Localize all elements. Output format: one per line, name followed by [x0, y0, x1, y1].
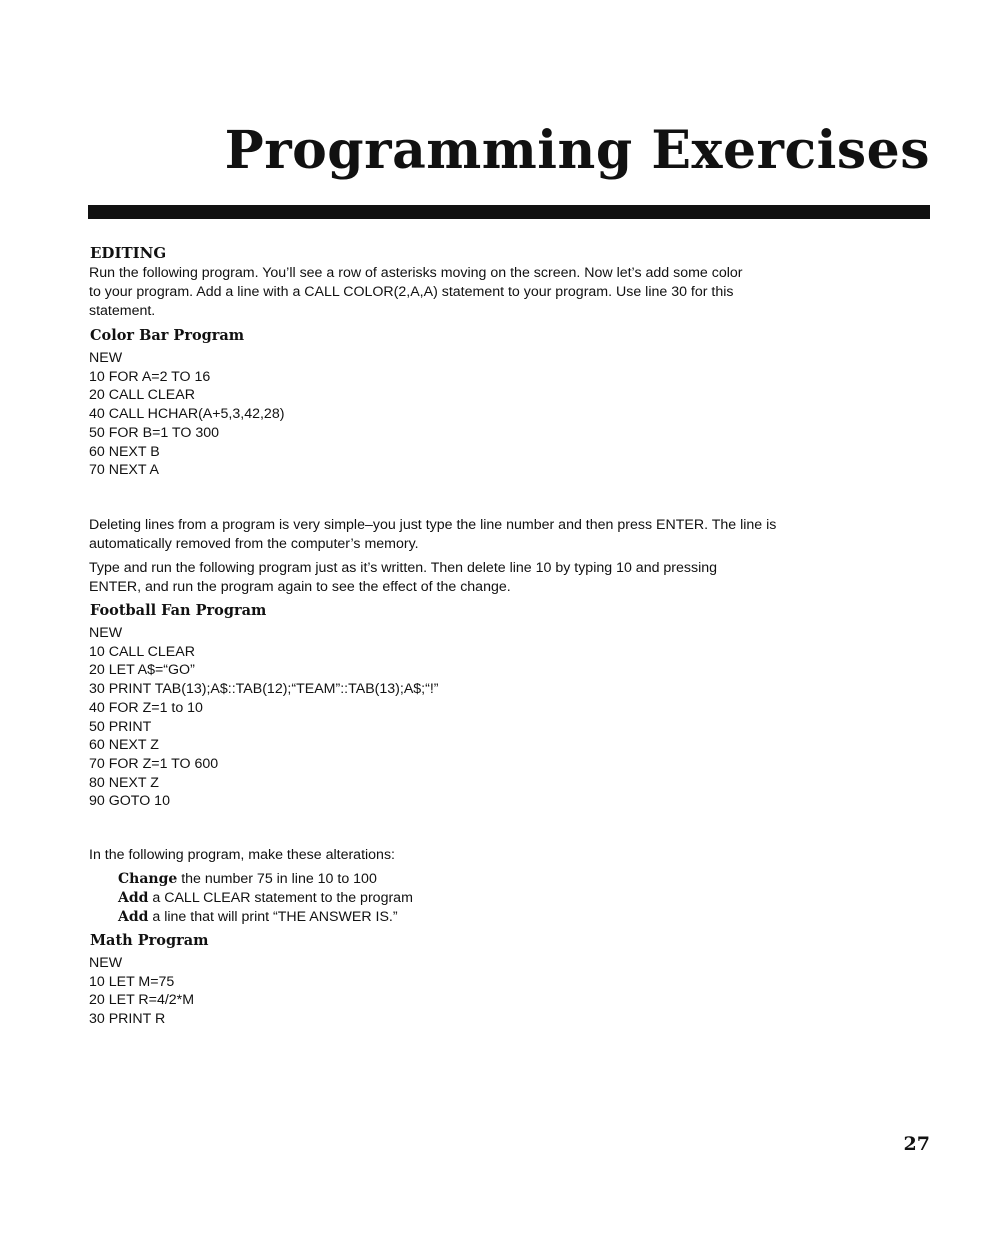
math-code — [89, 954, 194, 1029]
code-line: 80 NEXT Z — [89, 774, 159, 791]
code-line: 50 PRINT — [89, 718, 152, 735]
code-line: 20 CALL CLEAR — [89, 387, 195, 404]
section-heading: EDITING — [90, 244, 167, 262]
code-line: 10 CALL CLEAR — [89, 643, 195, 660]
code-line: NEW — [89, 625, 123, 641]
alteration-verb: Change — [118, 871, 178, 887]
alteration-verb: Add — [118, 909, 149, 925]
code-line: 60 NEXT B — [89, 443, 160, 460]
type-and-run-paragraph: Type and run the following program just as it’s written. Then delete line 10 by typing 10 and pressing ENTER, and run the program again to see the effect of the change. — [89, 560, 718, 595]
code-line: 70 NEXT A — [89, 462, 159, 479]
alteration-item — [118, 889, 413, 908]
code-line: 20 LET R=4/2*M — [89, 992, 195, 1009]
page-title: Programming Exercises — [224, 120, 930, 181]
alteration-text: a CALL CLEAR statement to the program — [148, 890, 413, 906]
color-bar-title: Color Bar Program — [90, 327, 245, 344]
football-title: Football Fan Program — [90, 602, 267, 619]
code-line: 20 LET A$=“GO” — [89, 662, 195, 679]
title-rule — [88, 205, 930, 219]
code-line: 10 LET M=75 — [89, 973, 175, 990]
alteration-item — [118, 870, 413, 889]
football-code — [89, 624, 439, 811]
alteration-text: the number 75 in line 10 to 100 — [177, 871, 377, 887]
alterations-intro: In the following program, make these alterations: — [89, 847, 395, 863]
code-line: 40 CALL HCHAR(A+5,3,42,28) — [89, 406, 285, 423]
code-line: 30 PRINT TAB(13);A$::TAB(12);“TEAM”::TAB(13);A$;“!” — [89, 681, 439, 698]
math-title: Math Program — [90, 932, 209, 949]
alteration-item — [118, 908, 413, 927]
editing-intro: Run the following program. You’ll see a row of asterisks moving on the screen. Now let’s add some color to your program. Add a line with a CALL COLOR(2,A,A) statement to your program. Use line 30 for this statement. — [89, 265, 743, 319]
page-number: 27 — [903, 1133, 930, 1155]
code-line: 10 FOR A=2 TO 16 — [89, 368, 211, 385]
alteration-text: a line that will print “THE ANSWER IS.” — [148, 909, 398, 925]
alterations-list — [118, 870, 413, 927]
code-line: 40 FOR Z=1 to 10 — [89, 699, 203, 716]
code-line: 90 GOTO 10 — [89, 793, 170, 810]
code-line: 50 FOR B=1 TO 300 — [89, 424, 219, 441]
color-bar-code — [89, 349, 284, 480]
code-line: NEW — [89, 955, 123, 971]
deleting-paragraph: Deleting lines from a program is very simple–you just type the line number and then press ENTER. The line is automatically removed from the computer’s memory. — [89, 517, 777, 552]
code-line: NEW — [89, 350, 123, 366]
code-line: 70 FOR Z=1 TO 600 — [89, 755, 219, 772]
code-line: 30 PRINT R — [89, 1011, 166, 1028]
alteration-verb: Add — [118, 890, 149, 906]
code-line: 60 NEXT Z — [89, 737, 159, 754]
